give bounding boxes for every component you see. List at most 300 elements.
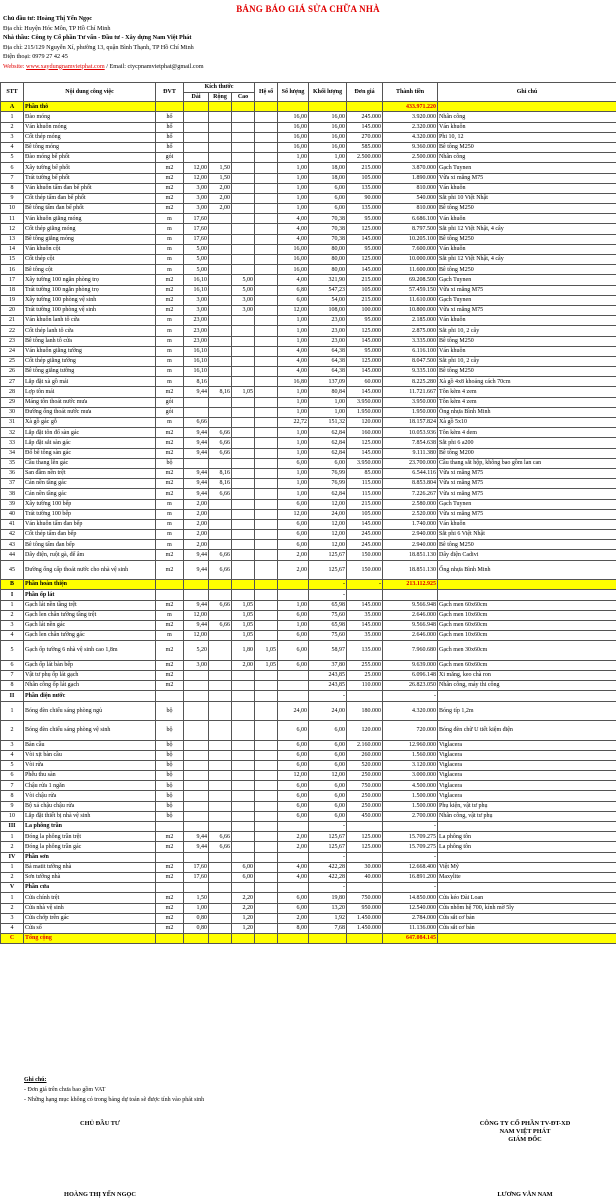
cell-quantity: 2,00 — [278, 832, 309, 842]
cell-height — [232, 428, 255, 438]
cell-unit: bộ — [156, 740, 184, 750]
cell-unit-price: 1.450.000 — [347, 913, 383, 923]
cell-height — [232, 740, 255, 750]
cell-coefficient — [255, 479, 278, 489]
cell-quantity: 6,00 — [278, 295, 309, 305]
cell-amount: 18.157.824 — [383, 418, 438, 428]
cell-work: Phần ốp lát — [24, 590, 156, 600]
cell-unit-price: - — [347, 580, 383, 590]
cell-volume — [309, 102, 347, 112]
section-total-row — [1, 102, 616, 112]
cell-work: Tổng cộng — [24, 934, 156, 944]
cell-coefficient — [255, 204, 278, 214]
cell-coefficient — [255, 893, 278, 903]
cell-width — [209, 811, 232, 821]
cell-length — [184, 760, 209, 770]
cell-height — [232, 367, 255, 377]
cell-quantity: 6,00 — [278, 660, 309, 670]
cell-note: Nhân công, máy thi công — [438, 681, 616, 691]
cell-volume: - — [309, 580, 347, 590]
cell-width — [209, 255, 232, 265]
cell-amount: 6.116.100 — [383, 346, 438, 356]
cell-amount: 57.459.150 — [383, 285, 438, 295]
cell-work: Gạch lát nền gác — [24, 620, 156, 630]
cell-width — [209, 214, 232, 224]
table-row — [1, 438, 616, 448]
cell-volume: 125,67 — [309, 560, 347, 580]
subsection-row — [1, 822, 616, 832]
cell-note: Vữa xi măng M75 — [438, 468, 616, 478]
cell-unit — [156, 852, 184, 862]
cell-width — [209, 872, 232, 882]
cell-work: Bê tông lanh tô cửa — [24, 336, 156, 346]
cell-unit: bộ — [156, 811, 184, 821]
cell-volume: 1,00 — [309, 153, 347, 163]
cell-unit-price: 145.000 — [347, 122, 383, 132]
cell-height — [232, 691, 255, 701]
cell-height — [232, 771, 255, 781]
cell-length — [184, 781, 209, 791]
cell-coefficient — [255, 771, 278, 781]
cell-height — [232, 193, 255, 203]
cell-amount: 18.851.130 — [383, 560, 438, 580]
cell-volume: 23,00 — [309, 336, 347, 346]
cell-unit: gói — [156, 407, 184, 417]
cell-width: 6,66 — [209, 620, 232, 630]
cell-volume: 18,00 — [309, 173, 347, 183]
cell-amount: 2.875.000 — [383, 326, 438, 336]
cell-width — [209, 132, 232, 142]
cell-height — [232, 530, 255, 540]
table-row — [1, 791, 616, 801]
table-row — [1, 153, 616, 163]
cell-note: Sắt phi 10, 2 cây — [438, 326, 616, 336]
cell-work: Cửa chính trệt — [24, 893, 156, 903]
cell-volume: 64,38 — [309, 356, 347, 366]
website-link[interactable]: www.xaydungnamvietphat.com — [26, 62, 105, 70]
cell-quantity — [278, 852, 309, 862]
cell-width — [209, 903, 232, 913]
cell-quantity: 1,00 — [278, 173, 309, 183]
cell-stt: 18 — [1, 285, 24, 295]
cell-unit-price: 1.450.000 — [347, 923, 383, 933]
cell-coefficient — [255, 438, 278, 448]
cell-width — [209, 670, 232, 680]
cell-work: Lắp đặt tôn đổ sàn gác — [24, 428, 156, 438]
cell-work: Cửa chớp trên gác — [24, 913, 156, 923]
cell-work: Vòi chậu rửa — [24, 791, 156, 801]
table-row — [1, 173, 616, 183]
cell-width — [209, 377, 232, 387]
cell-width — [209, 305, 232, 315]
cell-volume: 1,00 — [309, 407, 347, 417]
cell-amount: - — [383, 852, 438, 862]
col-stt: STT — [1, 83, 24, 102]
cell-quantity: 8,00 — [278, 923, 309, 933]
cell-amount: 1.950.000 — [383, 407, 438, 417]
cell-work: Bả matit tường nhà — [24, 862, 156, 872]
cell-stt: 7 — [1, 173, 24, 183]
cell-height — [232, 326, 255, 336]
table-row — [1, 244, 616, 254]
cell-quantity: 12,00 — [278, 771, 309, 781]
cell-coefficient — [255, 509, 278, 519]
cell-work: Bóng đèn chiếu sáng phòng ngủ — [24, 701, 156, 721]
cell-height: 3,00 — [232, 305, 255, 315]
cell-work: Cốt thép giằng tường — [24, 356, 156, 366]
cell-width — [209, 721, 232, 741]
cell-length: 9,44 — [184, 550, 209, 560]
cell-amount: 10.800.000 — [383, 305, 438, 315]
cell-stt: III — [1, 822, 24, 832]
cell-width — [209, 631, 232, 641]
cell-volume: - — [309, 691, 347, 701]
cell-unit: m2 — [156, 295, 184, 305]
cell-quantity — [278, 681, 309, 691]
cell-volume: 16,00 — [309, 112, 347, 122]
director-signature-name: LƯƠNG VĂN NAM — [497, 1191, 553, 1198]
cell-work: Phần hoàn thiện — [24, 580, 156, 590]
cell-quantity: 1,00 — [278, 428, 309, 438]
quotation-table — [0, 82, 616, 944]
cell-work: Cốt thép tấm đan bể phốt — [24, 193, 156, 203]
cell-width — [209, 509, 232, 519]
cell-width — [209, 660, 232, 670]
cell-work: Cầu thang lên gác — [24, 458, 156, 468]
cell-unit-price: 135.000 — [347, 183, 383, 193]
cell-volume: 80,00 — [309, 255, 347, 265]
cell-width — [209, 397, 232, 407]
cell-unit: bộ — [156, 458, 184, 468]
cell-volume: 75,60 — [309, 631, 347, 641]
cell-stt: 4 — [1, 923, 24, 933]
cell-length — [184, 153, 209, 163]
cell-width — [209, 112, 232, 122]
cell-volume: 6,00 — [309, 193, 347, 203]
cell-height — [232, 681, 255, 691]
cell-note: Cửa sắt cơ bản — [438, 923, 616, 933]
cell-work: La phông trần — [24, 822, 156, 832]
cell-stt: 2 — [1, 610, 24, 620]
cell-coefficient — [255, 122, 278, 132]
cell-quantity: 6,00 — [278, 740, 309, 750]
cell-length: 9,44 — [184, 428, 209, 438]
cell-unit: hố — [156, 142, 184, 152]
cell-note: La phông tôn — [438, 842, 616, 852]
table-row — [1, 214, 616, 224]
cell-width: 6,66 — [209, 438, 232, 448]
cell-height: 1,05 — [232, 610, 255, 620]
cell-quantity: 6,00 — [278, 540, 309, 550]
cell-width — [209, 275, 232, 285]
cell-unit: bộ — [156, 721, 184, 741]
cell-unit: m2 — [156, 600, 184, 610]
cell-note: Nhân công — [438, 112, 616, 122]
cell-length — [184, 740, 209, 750]
cell-width: 6,66 — [209, 832, 232, 842]
table-row — [1, 560, 616, 580]
cell-length: 9,44 — [184, 448, 209, 458]
col-volume: Khối lượng — [309, 83, 347, 102]
cell-stt: IV — [1, 852, 24, 862]
cell-length: 9,44 — [184, 468, 209, 478]
cell-work: Ván khuôn móng — [24, 122, 156, 132]
cell-height: 2,00 — [232, 660, 255, 670]
cell-stt: 44 — [1, 550, 24, 560]
table-row — [1, 681, 616, 691]
cell-length — [184, 883, 209, 893]
header-row — [1, 83, 616, 93]
contractor-line — [3, 33, 191, 43]
cell-quantity: 2,00 — [278, 560, 309, 580]
cell-length: 2,00 — [184, 509, 209, 519]
cell-volume: 108,00 — [309, 305, 347, 315]
cell-length: 16,10 — [184, 356, 209, 366]
cell-length — [184, 142, 209, 152]
cell-height — [232, 458, 255, 468]
col-length: Dài — [184, 92, 209, 102]
col-coefficient: Hệ số — [255, 83, 278, 102]
cell-note: Nhân công — [438, 153, 616, 163]
table-row — [1, 305, 616, 315]
cell-width — [209, 265, 232, 275]
cell-height — [232, 244, 255, 254]
cell-quantity: 1,00 — [278, 336, 309, 346]
table-row — [1, 397, 616, 407]
table-row — [1, 122, 616, 132]
cell-stt: 1 — [1, 832, 24, 842]
cell-stt: 31 — [1, 418, 24, 428]
table-row — [1, 499, 616, 509]
cell-note — [438, 590, 616, 600]
cell-work: Bê tông giằng móng — [24, 234, 156, 244]
cell-width — [209, 102, 232, 112]
cell-unit-price: 270.000 — [347, 132, 383, 142]
cell-volume: 6,00 — [309, 801, 347, 811]
cell-coefficient — [255, 620, 278, 630]
cell-coefficient — [255, 791, 278, 801]
cell-quantity: 6,00 — [278, 801, 309, 811]
cell-stt: 27 — [1, 377, 24, 387]
cell-quantity: 16,80 — [278, 377, 309, 387]
cell-unit-price: 125.000 — [347, 224, 383, 234]
cell-note: Vữa xi măng M75 — [438, 173, 616, 183]
cell-stt: II — [1, 691, 24, 701]
cell-unit: m — [156, 224, 184, 234]
cell-stt: 24 — [1, 346, 24, 356]
cell-width — [209, 883, 232, 893]
cell-height — [232, 377, 255, 387]
cell-stt: V — [1, 883, 24, 893]
cell-note: Cửa sắt cơ bản — [438, 913, 616, 923]
cell-note: Gạch men 10x60cm — [438, 631, 616, 641]
cell-note: Vữa xi măng M75 — [438, 285, 616, 295]
cell-stt: 34 — [1, 448, 24, 458]
cell-width: 2,00 — [209, 183, 232, 193]
cell-height — [232, 204, 255, 214]
cell-coefficient — [255, 721, 278, 741]
cell-quantity — [278, 670, 309, 680]
cell-coefficient — [255, 530, 278, 540]
cell-amount: 213.112.925 — [383, 580, 438, 590]
cell-unit: m2 — [156, 641, 184, 661]
section-total-row — [1, 580, 616, 590]
cell-work: Vòi xịt bàn cầu — [24, 750, 156, 760]
cell-length: 12,00 — [184, 631, 209, 641]
cell-length: 2,00 — [184, 519, 209, 529]
cell-unit: m2 — [156, 670, 184, 680]
cell-volume: 18,00 — [309, 163, 347, 173]
cell-coefficient — [255, 265, 278, 275]
cell-amount: 8.047.500 — [383, 356, 438, 366]
cell-volume: 422,28 — [309, 862, 347, 872]
cell-length — [184, 811, 209, 821]
cell-stt: 9 — [1, 801, 24, 811]
cell-coefficient — [255, 173, 278, 183]
cell-length — [184, 681, 209, 691]
cell-unit-price: 105.000 — [347, 285, 383, 295]
cell-height — [232, 183, 255, 193]
cell-stt: 41 — [1, 519, 24, 529]
cell-note: Ván khuôn — [438, 519, 616, 529]
cell-volume: 243,85 — [309, 681, 347, 691]
cell-quantity: 16,00 — [278, 132, 309, 142]
table-row — [1, 387, 616, 397]
contractor-address: Địa chỉ: 215/129 Nguyễn Xí, phường 13, quận Bình Thạnh, TP Hồ Chí Minh — [3, 43, 194, 51]
cell-stt: 9 — [1, 193, 24, 203]
cell-amount: - — [383, 691, 438, 701]
cell-note: Cầu thang sắt hộp, không bao gồm lan can — [438, 458, 616, 468]
cell-amount — [383, 590, 438, 600]
cell-note: Ống nhựa Bình Minh — [438, 560, 616, 580]
table-row — [1, 448, 616, 458]
cell-amount: 8.797.500 — [383, 224, 438, 234]
cell-quantity: 6,00 — [278, 791, 309, 801]
cell-amount: - — [383, 822, 438, 832]
cell-amount: 720.000 — [383, 721, 438, 741]
cell-coefficient — [255, 428, 278, 438]
cell-width — [209, 499, 232, 509]
notes-block — [24, 1075, 204, 1105]
cell-height — [232, 580, 255, 590]
cell-unit: m2 — [156, 448, 184, 458]
col-quantity: Số lượng — [278, 83, 309, 102]
cell-width: 1,50 — [209, 163, 232, 173]
cell-length: 9,44 — [184, 560, 209, 580]
cell-height — [232, 750, 255, 760]
cell-unit: m — [156, 367, 184, 377]
cell-quantity: 1,00 — [278, 489, 309, 499]
cell-note: Gạch Tuynen — [438, 499, 616, 509]
cell-coefficient — [255, 193, 278, 203]
cell-unit-price: 150.000 — [347, 560, 383, 580]
cell-unit-price: 120.000 — [347, 418, 383, 428]
cell-unit: hố — [156, 132, 184, 142]
note-line-1: - Đơn giá trên chưa bao gồm VAT — [24, 1087, 106, 1093]
cell-width — [209, 681, 232, 691]
owner-signature-title: CHỦ ĐẦU TƯ — [80, 1120, 120, 1127]
cell-volume: 76,99 — [309, 468, 347, 478]
cell-volume: 12,00 — [309, 519, 347, 529]
cell-quantity: 2,00 — [278, 913, 309, 923]
cell-unit-price: 215.000 — [347, 499, 383, 509]
subsection-row — [1, 852, 616, 862]
cell-work: Gạch ốp tường 6 nhà vệ sinh cao 1,8m — [24, 641, 156, 661]
cell-length: 9,44 — [184, 620, 209, 630]
cell-stt: 4 — [1, 750, 24, 760]
cell-width — [209, 862, 232, 872]
cell-volume: 13,20 — [309, 903, 347, 913]
table-row — [1, 346, 616, 356]
cell-height: 1,20 — [232, 923, 255, 933]
cell-width — [209, 923, 232, 933]
table-row — [1, 519, 616, 529]
cell-amount: 4.320.000 — [383, 132, 438, 142]
cell-height — [232, 265, 255, 275]
cell-unit-price: 115.000 — [347, 479, 383, 489]
cell-note: Cửa nhôm hệ 700, kính mờ 5ly — [438, 903, 616, 913]
cell-volume: 12,00 — [309, 530, 347, 540]
cell-volume: 125,67 — [309, 832, 347, 842]
cell-work: Phần điện nước — [24, 691, 156, 701]
cell-note: Gạch men 60x60cm — [438, 620, 616, 630]
cell-length — [184, 122, 209, 132]
cell-height — [232, 142, 255, 152]
table-row — [1, 842, 616, 852]
cell-work: Nhân công ốp lát gạch — [24, 681, 156, 691]
cell-quantity: 4,00 — [278, 275, 309, 285]
cell-volume: 6,00 — [309, 721, 347, 741]
cell-unit: m2 — [156, 681, 184, 691]
cell-work: Trát tường bể phốt — [24, 173, 156, 183]
cell-unit-price: 125.000 — [347, 438, 383, 448]
cell-note: La phông tôn — [438, 832, 616, 842]
cell-unit-price: 260.000 — [347, 750, 383, 760]
cell-height — [232, 519, 255, 529]
cell-quantity: 1,00 — [278, 316, 309, 326]
cell-quantity: 4,00 — [278, 224, 309, 234]
cell-note: Bê tông M250 — [438, 142, 616, 152]
cell-unit: bộ — [156, 781, 184, 791]
cell-note: Tôn kẽm 4 zem — [438, 397, 616, 407]
cell-work: Gạch len chân tường tầng trệt — [24, 610, 156, 620]
cell-note: Cửa kéo Đài Loan — [438, 893, 616, 903]
cell-volume: - — [309, 883, 347, 893]
cell-note: Bê tông M250 — [438, 540, 616, 550]
cell-height — [232, 255, 255, 265]
cell-unit: m2 — [156, 479, 184, 489]
cell-stt: 2 — [1, 842, 24, 852]
cell-unit — [156, 934, 184, 944]
cell-volume: 65,98 — [309, 620, 347, 630]
cell-unit: m — [156, 234, 184, 244]
cell-work: Ván khuôn giằng móng — [24, 214, 156, 224]
cell-unit-price: 135.000 — [347, 204, 383, 214]
cell-note — [438, 102, 616, 112]
cell-amount: 15.709.275 — [383, 832, 438, 842]
cell-amount: 1.560.000 — [383, 750, 438, 760]
cell-quantity: 24,00 — [278, 701, 309, 721]
cell-coefficient — [255, 112, 278, 122]
cell-unit: bộ — [156, 750, 184, 760]
cell-work: Bàn cầu — [24, 740, 156, 750]
cell-length: 3,00 — [184, 183, 209, 193]
col-note: Ghi chú — [438, 83, 616, 102]
cell-amount: 1.500.000 — [383, 791, 438, 801]
cell-amount: 69.208.500 — [383, 275, 438, 285]
cell-width: 6,66 — [209, 560, 232, 580]
cell-amount: 3.920.000 — [383, 112, 438, 122]
